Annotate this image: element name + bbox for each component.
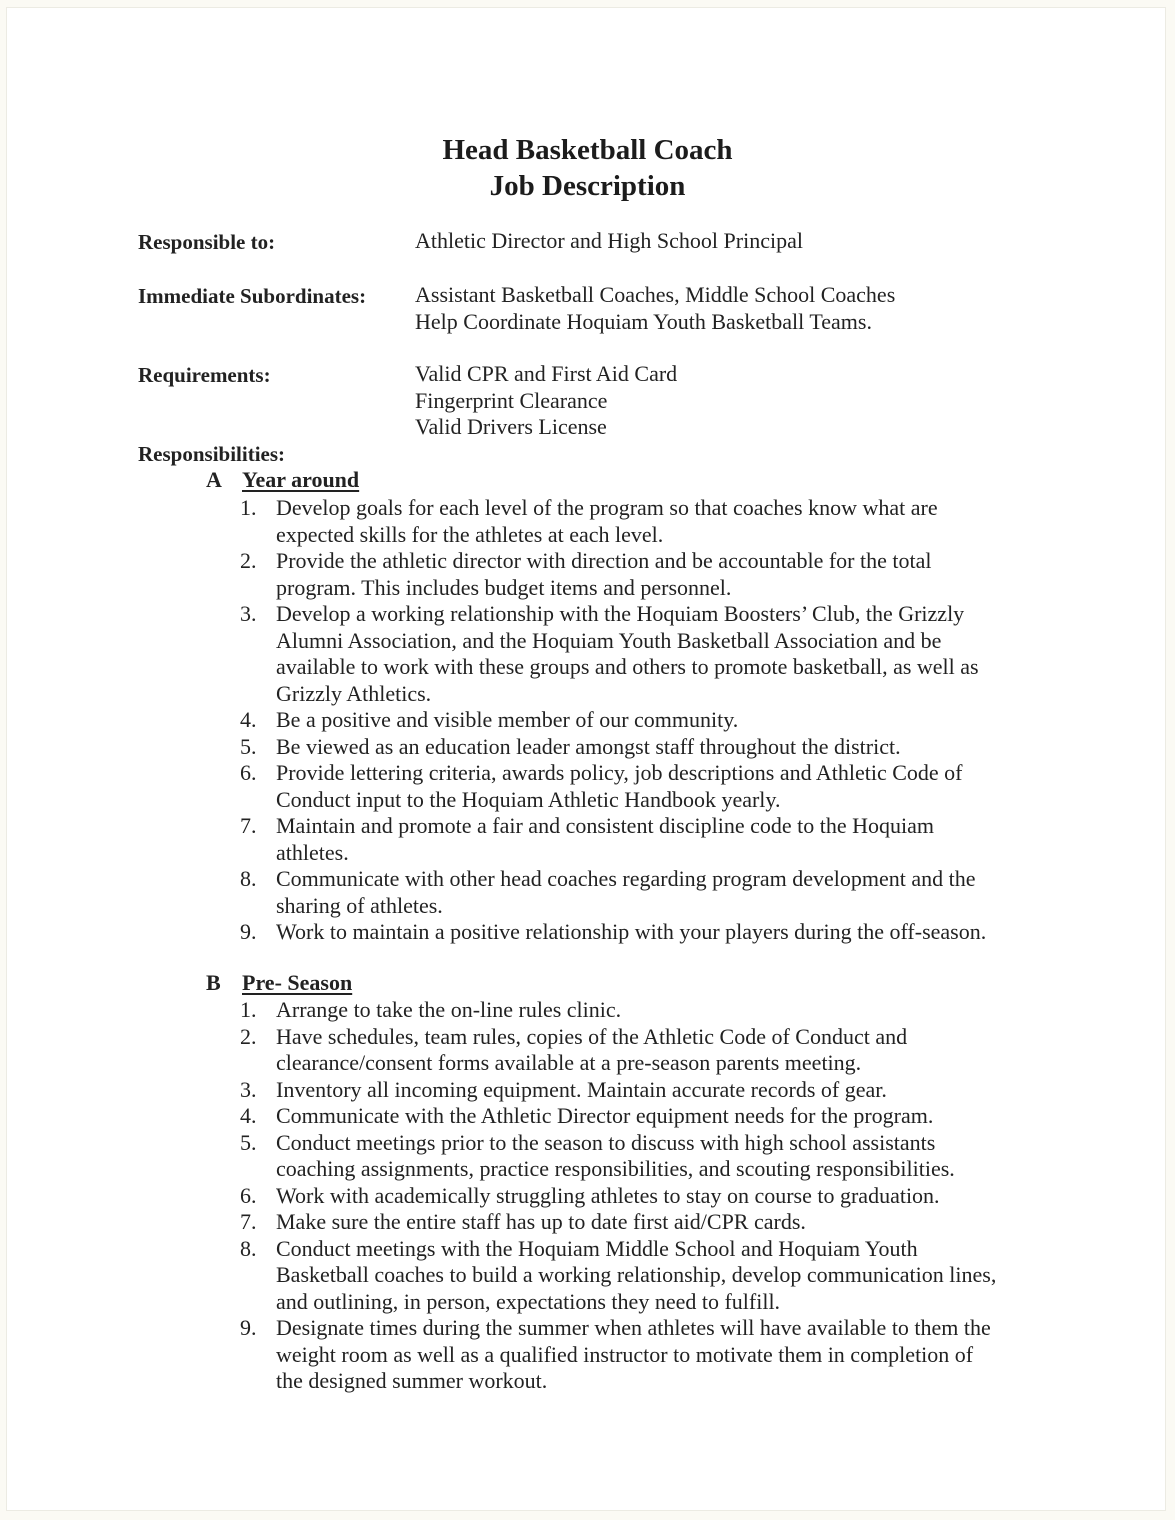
list-item-text: Work to maintain a positive relationship with your players during the off-season. bbox=[276, 919, 987, 944]
requirement-line: Valid Drivers License bbox=[415, 414, 607, 439]
list-item-text: Develop goals for each level of the program so that coaches know what are expected skills for the athletes at each level. bbox=[276, 495, 938, 547]
list-item-number: 3. bbox=[240, 1076, 257, 1102]
list-item-number: 5. bbox=[240, 1129, 257, 1155]
requirement-line: Valid CPR and First Aid Card bbox=[415, 361, 678, 386]
list-item bbox=[240, 813, 1096, 866]
subordinates-label: Immediate Subordinates: bbox=[138, 284, 367, 308]
list-item-number: 2. bbox=[240, 548, 257, 573]
list-item bbox=[240, 1023, 1096, 1077]
responsible-to-label: Responsible to: bbox=[138, 230, 276, 254]
list-item bbox=[240, 1209, 1096, 1236]
list-item bbox=[240, 866, 1096, 919]
list-item bbox=[240, 601, 1096, 707]
list-item-text: Communicate with the Athletic Director equipment needs for the program. bbox=[276, 1103, 934, 1128]
requirements-label: Requirements: bbox=[138, 363, 271, 387]
list-item-text: Communicate with other head coaches regarding program development and the sharing of athletes. bbox=[276, 866, 976, 918]
responsible-to-value bbox=[415, 228, 803, 255]
list-item-text: Have schedules, team rules, copies of the Athletic Code of Conduct and clearance/consent forms available at a pre-season parents meeting. bbox=[276, 1023, 908, 1075]
list-item-text: Maintain and promote a fair and consistent discipline code to the Hoquiam athletes. bbox=[276, 813, 934, 865]
list-item-text: Provide lettering criteria, awards policy, job descriptions and Athletic Code of Conduct input to the Hoquiam Athletic Handbook yearly. bbox=[276, 760, 963, 812]
list-item-text: Be viewed as an education leader amongst staff throughout the district. bbox=[276, 733, 901, 759]
subordinates-line: Help Coordinate Hoquiam Youth Basketball Teams. bbox=[415, 308, 872, 334]
list-item-text: Work with academically struggling athletes to stay on course to graduation. bbox=[276, 1182, 940, 1208]
responsible-to-text: Athletic Director and High School Principal bbox=[415, 228, 803, 253]
requirements-value bbox=[415, 361, 677, 441]
list-item-text: Designate times during the summer when athletes will have available to them the weight room as well as a qualified instructor to motivate them in completion of the designed summer workout. bbox=[276, 1315, 991, 1393]
list-item-text: Provide the athletic director with direction and be accountable for the total program. This includes budget items and personnel. bbox=[276, 548, 932, 600]
list-item bbox=[240, 1076, 1096, 1104]
list-item-text: Be a positive and visible member of our community. bbox=[276, 707, 739, 732]
section-a-list bbox=[240, 495, 1096, 946]
document-title: Head Basketball Coach bbox=[442, 134, 733, 166]
list-item-number: 7. bbox=[240, 813, 257, 838]
list-item-number: 1. bbox=[240, 997, 257, 1022]
list-item-text: Make sure the entire staff has up to date first aid/CPR cards. bbox=[276, 1209, 806, 1234]
section-a-name: Year around bbox=[242, 467, 360, 492]
list-item-number: 8. bbox=[240, 866, 257, 891]
list-item-number: 5. bbox=[240, 733, 257, 759]
list-item-number: 4. bbox=[240, 1103, 257, 1128]
list-item-number: 8. bbox=[240, 1235, 257, 1261]
list-item-number: 9. bbox=[240, 1315, 257, 1340]
list-item bbox=[240, 1235, 1096, 1316]
responsibilities-label: Responsibilities: bbox=[138, 442, 286, 466]
subordinates-value bbox=[415, 282, 895, 335]
list-item bbox=[240, 760, 1096, 813]
list-item bbox=[240, 733, 1096, 761]
list-item-number: 1. bbox=[240, 495, 257, 520]
list-item-number: 6. bbox=[240, 760, 257, 785]
list-item-text: Arrange to take the on-line rules clinic. bbox=[276, 997, 622, 1022]
list-item-text: Inventory all incoming equipment. Maintain accurate records of gear. bbox=[276, 1076, 887, 1102]
list-item-number: 3. bbox=[240, 601, 257, 626]
list-item bbox=[240, 548, 1096, 601]
list-item bbox=[240, 495, 1096, 548]
list-item-text: Develop a working relationship with the Hoquiam Boosters’ Club, the Grizzly Alumni Association, and the Hoquiam Youth Basketball Association and be available to work with these groups and others to promote basketball, as well as Grizzly Athletics. bbox=[276, 601, 979, 706]
subordinates-line: Assistant Basketball Coaches, Middle School Coaches bbox=[415, 282, 896, 307]
list-item bbox=[240, 1129, 1096, 1183]
section-b-letter: B bbox=[206, 970, 221, 995]
section-b-list bbox=[240, 997, 1096, 1395]
list-item-number: 2. bbox=[240, 1023, 257, 1049]
section-a-letter: A bbox=[206, 467, 222, 492]
requirement-line: Fingerprint Clearance bbox=[415, 387, 608, 413]
list-item-number: 9. bbox=[240, 919, 257, 944]
list-item bbox=[240, 1103, 1096, 1130]
list-item bbox=[240, 997, 1096, 1024]
list-item-text: Conduct meetings prior to the season to discuss with high school assistants coaching assignments, practice responsibilities, and scouting responsibilities. bbox=[276, 1129, 955, 1181]
list-item-number: 7. bbox=[240, 1209, 257, 1234]
list-item-number: 6. bbox=[240, 1182, 257, 1208]
document-subtitle: Job Description bbox=[489, 170, 686, 202]
list-item-number: 4. bbox=[240, 707, 257, 732]
list-item bbox=[240, 1315, 1096, 1395]
list-item bbox=[240, 707, 1096, 734]
list-item-text: Conduct meetings with the Hoquiam Middle School and Hoquiam Youth Basketball coaches to build a working relationship, develop communication lines, and outlining, in person, expectations they need to fulfill. bbox=[276, 1235, 997, 1314]
section-a-heading bbox=[206, 467, 359, 493]
section-b-name: Pre- Season bbox=[242, 970, 353, 995]
list-item bbox=[240, 1182, 1096, 1210]
section-b-heading bbox=[206, 970, 352, 996]
list-item bbox=[240, 919, 1096, 946]
